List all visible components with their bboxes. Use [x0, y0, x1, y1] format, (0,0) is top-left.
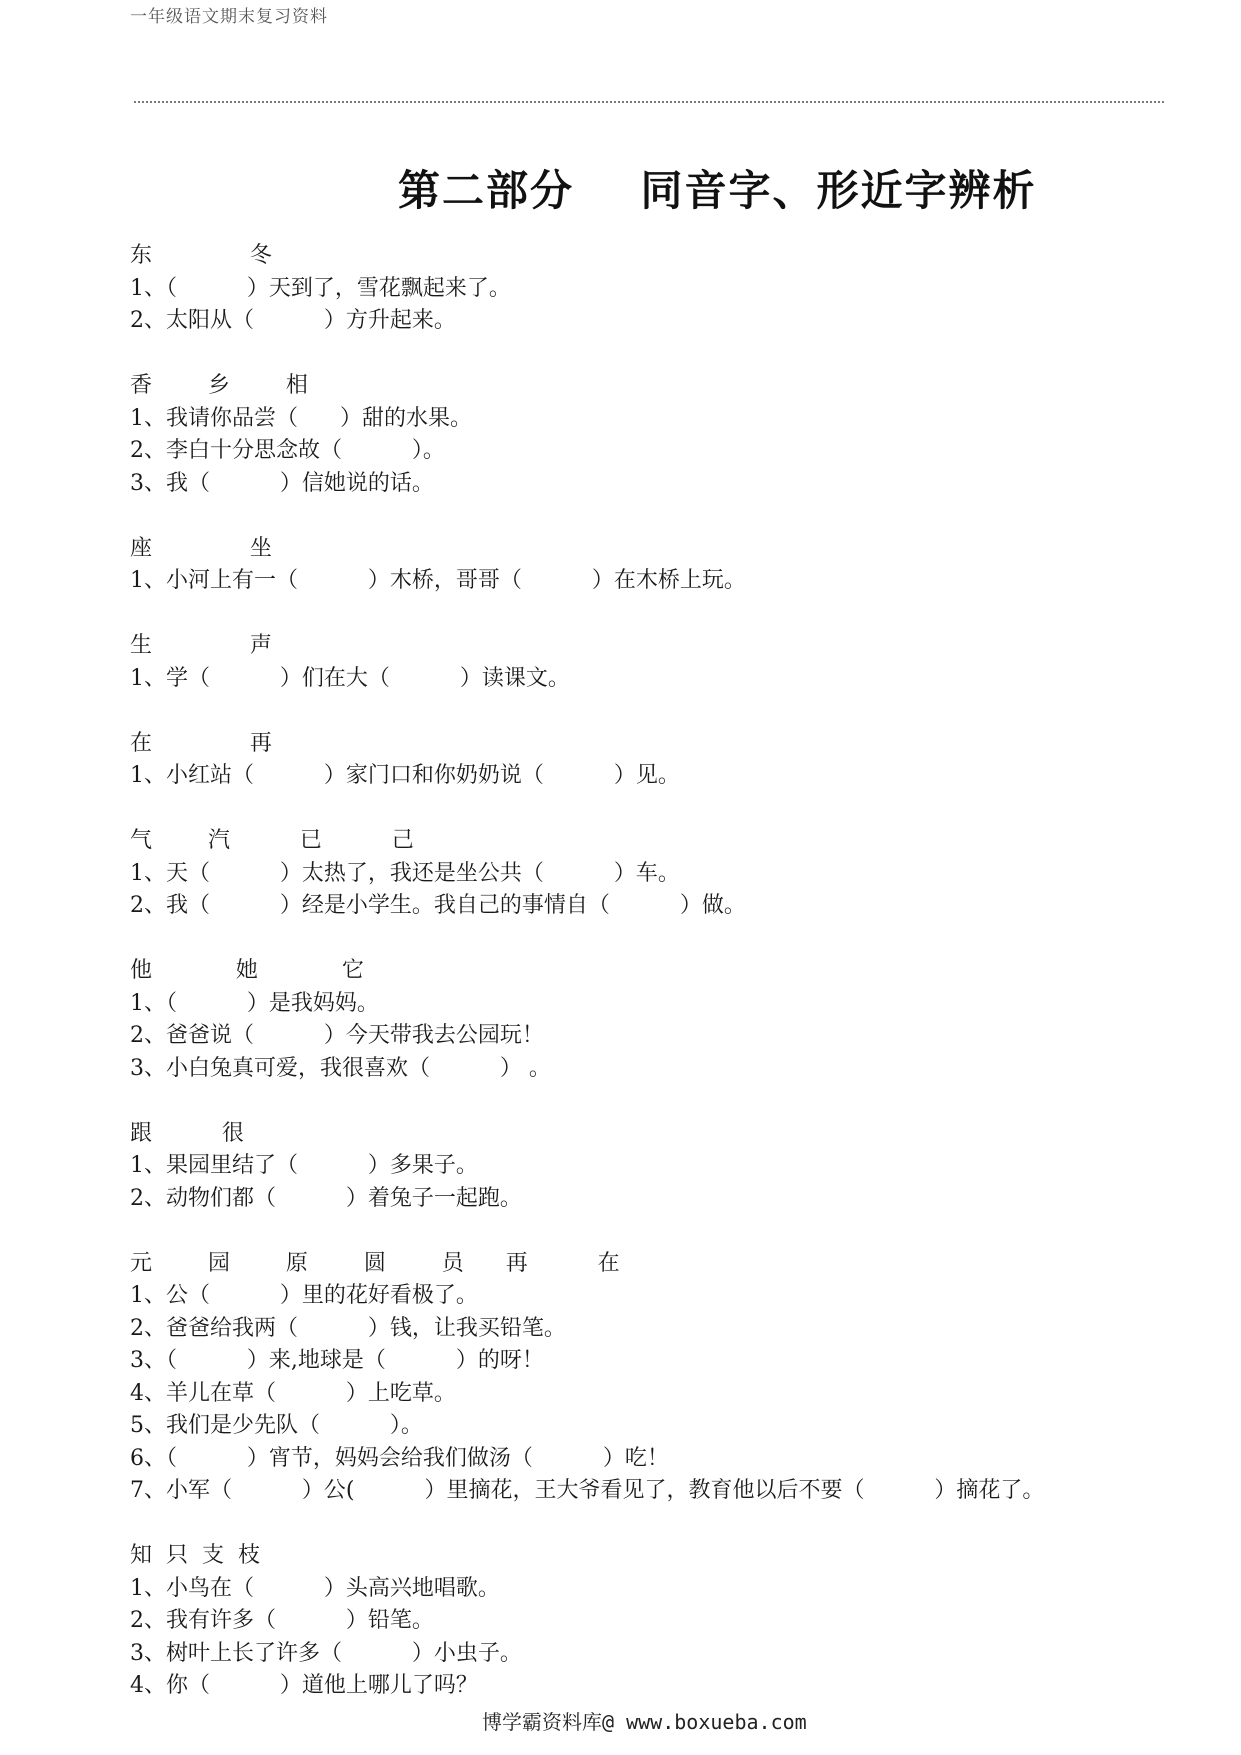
section-characters: 跟 很: [130, 1120, 244, 1146]
exercise-line: 1、小红站（ ）家门口和你奶奶说（ ）见。: [130, 763, 680, 788]
exercise-line: 1、果园里结了（ ）多果子。: [130, 1153, 478, 1178]
section-zhi: [130, 1540, 1130, 1703]
section-characters: 知 只 支 枝: [130, 1543, 260, 1568]
exercise-line: 2、我（ ）经是小学生。我自己的事情自（ ）做。: [130, 893, 746, 918]
section-dong-dong: [130, 240, 1130, 338]
exercise-line: 1、小鸟在（ ）头高兴地唱歌。: [130, 1575, 500, 1601]
exercise-line: 1、天（ ）太热了，我还是坐公共（ ）车。: [130, 860, 680, 886]
section-xiang: [130, 370, 1130, 500]
exercise-line: 1、小河上有一（ ）木桥，哥哥（ ）在木桥上玩。: [130, 568, 746, 593]
exercise-line: 3、树叶上长了许多（ ）小虫子。: [130, 1640, 522, 1666]
exercise-line: 4、羊儿在草（ ）上吃草。: [130, 1380, 456, 1406]
section-sheng: [130, 630, 1130, 695]
section-characters: 他 她 它: [130, 958, 364, 983]
section-zuo: [130, 533, 1130, 598]
section-characters: 气 汽 已 己: [130, 828, 414, 853]
exercise-line: 1、我请你品尝（ ）甜的水果。: [130, 405, 472, 431]
section-characters: 元 园 原 圆 员 再 在: [130, 1250, 620, 1276]
exercise-line: 3、（ ）来,地球是（ ）的呀！: [130, 1348, 544, 1373]
exercise-line: 5、我们是少先队（ ）。: [130, 1413, 423, 1438]
exercise-line: 1、（ ）天到了，雪花飘起来了。: [130, 275, 511, 301]
header-note: 一年级语文期末复习资料: [130, 7, 328, 27]
exercise-line: 1、学（ ）们在大（ ）读课文。: [130, 665, 570, 691]
section-zai: [130, 728, 1130, 793]
section-yuan: [130, 1248, 1130, 1508]
exercise-line: 6、（ ）宵节，妈妈会给我们做汤（ ）吃！: [130, 1445, 669, 1471]
exercise-line: 2、爸爸说（ ）今天带我去公园玩！: [130, 1023, 544, 1048]
page-title: 第二部分 同音字、形近字辨析: [398, 166, 1037, 215]
section-characters: 东 冬: [130, 243, 272, 268]
exercise-line: 2、我有许多（ ）铅笔。: [130, 1608, 434, 1633]
exercise-line: 3、小白兔真可爱，我很喜欢（ ） 。: [130, 1055, 551, 1081]
section-gen-hen: [130, 1118, 1130, 1216]
exercise-line: 2、李白十分思念故（ ）。: [130, 438, 445, 463]
exercise-line: 7、小军（ ）公( ）里摘花，王大爷看见了，教育他以后不要（ ）摘花了。: [130, 1478, 1045, 1503]
section-characters: 座 坐: [130, 535, 272, 561]
exercise-line: 1、公（ ）里的花好看极了。: [130, 1283, 478, 1308]
exercise-line: 3、我（ ）信她说的话。: [130, 470, 434, 496]
section-characters: 在 再: [130, 730, 272, 756]
exercise-line: 2、爸爸给我两（ ）钱，让我买铅笔。: [130, 1315, 566, 1341]
section-qi-ji: [130, 825, 1130, 923]
section-ta: [130, 955, 1130, 1085]
exercise-content: [130, 240, 1130, 1735]
dotted-divider: [134, 101, 1164, 103]
exercise-line: 4、你（ ）道他上哪儿了吗？: [130, 1673, 478, 1698]
section-characters: 生 声: [130, 633, 272, 658]
section-characters: 香 乡 相: [130, 373, 308, 398]
footer-watermark: 博学霸资料库@ www.boxueba.com: [478, 1706, 811, 1735]
exercise-line: 2、动物们都（ ）着兔子一起跑。: [130, 1185, 522, 1211]
exercise-line: 2、太阳从（ ）方升起来。: [130, 308, 456, 333]
exercise-line: 1、（ ）是我妈妈。: [130, 990, 379, 1016]
